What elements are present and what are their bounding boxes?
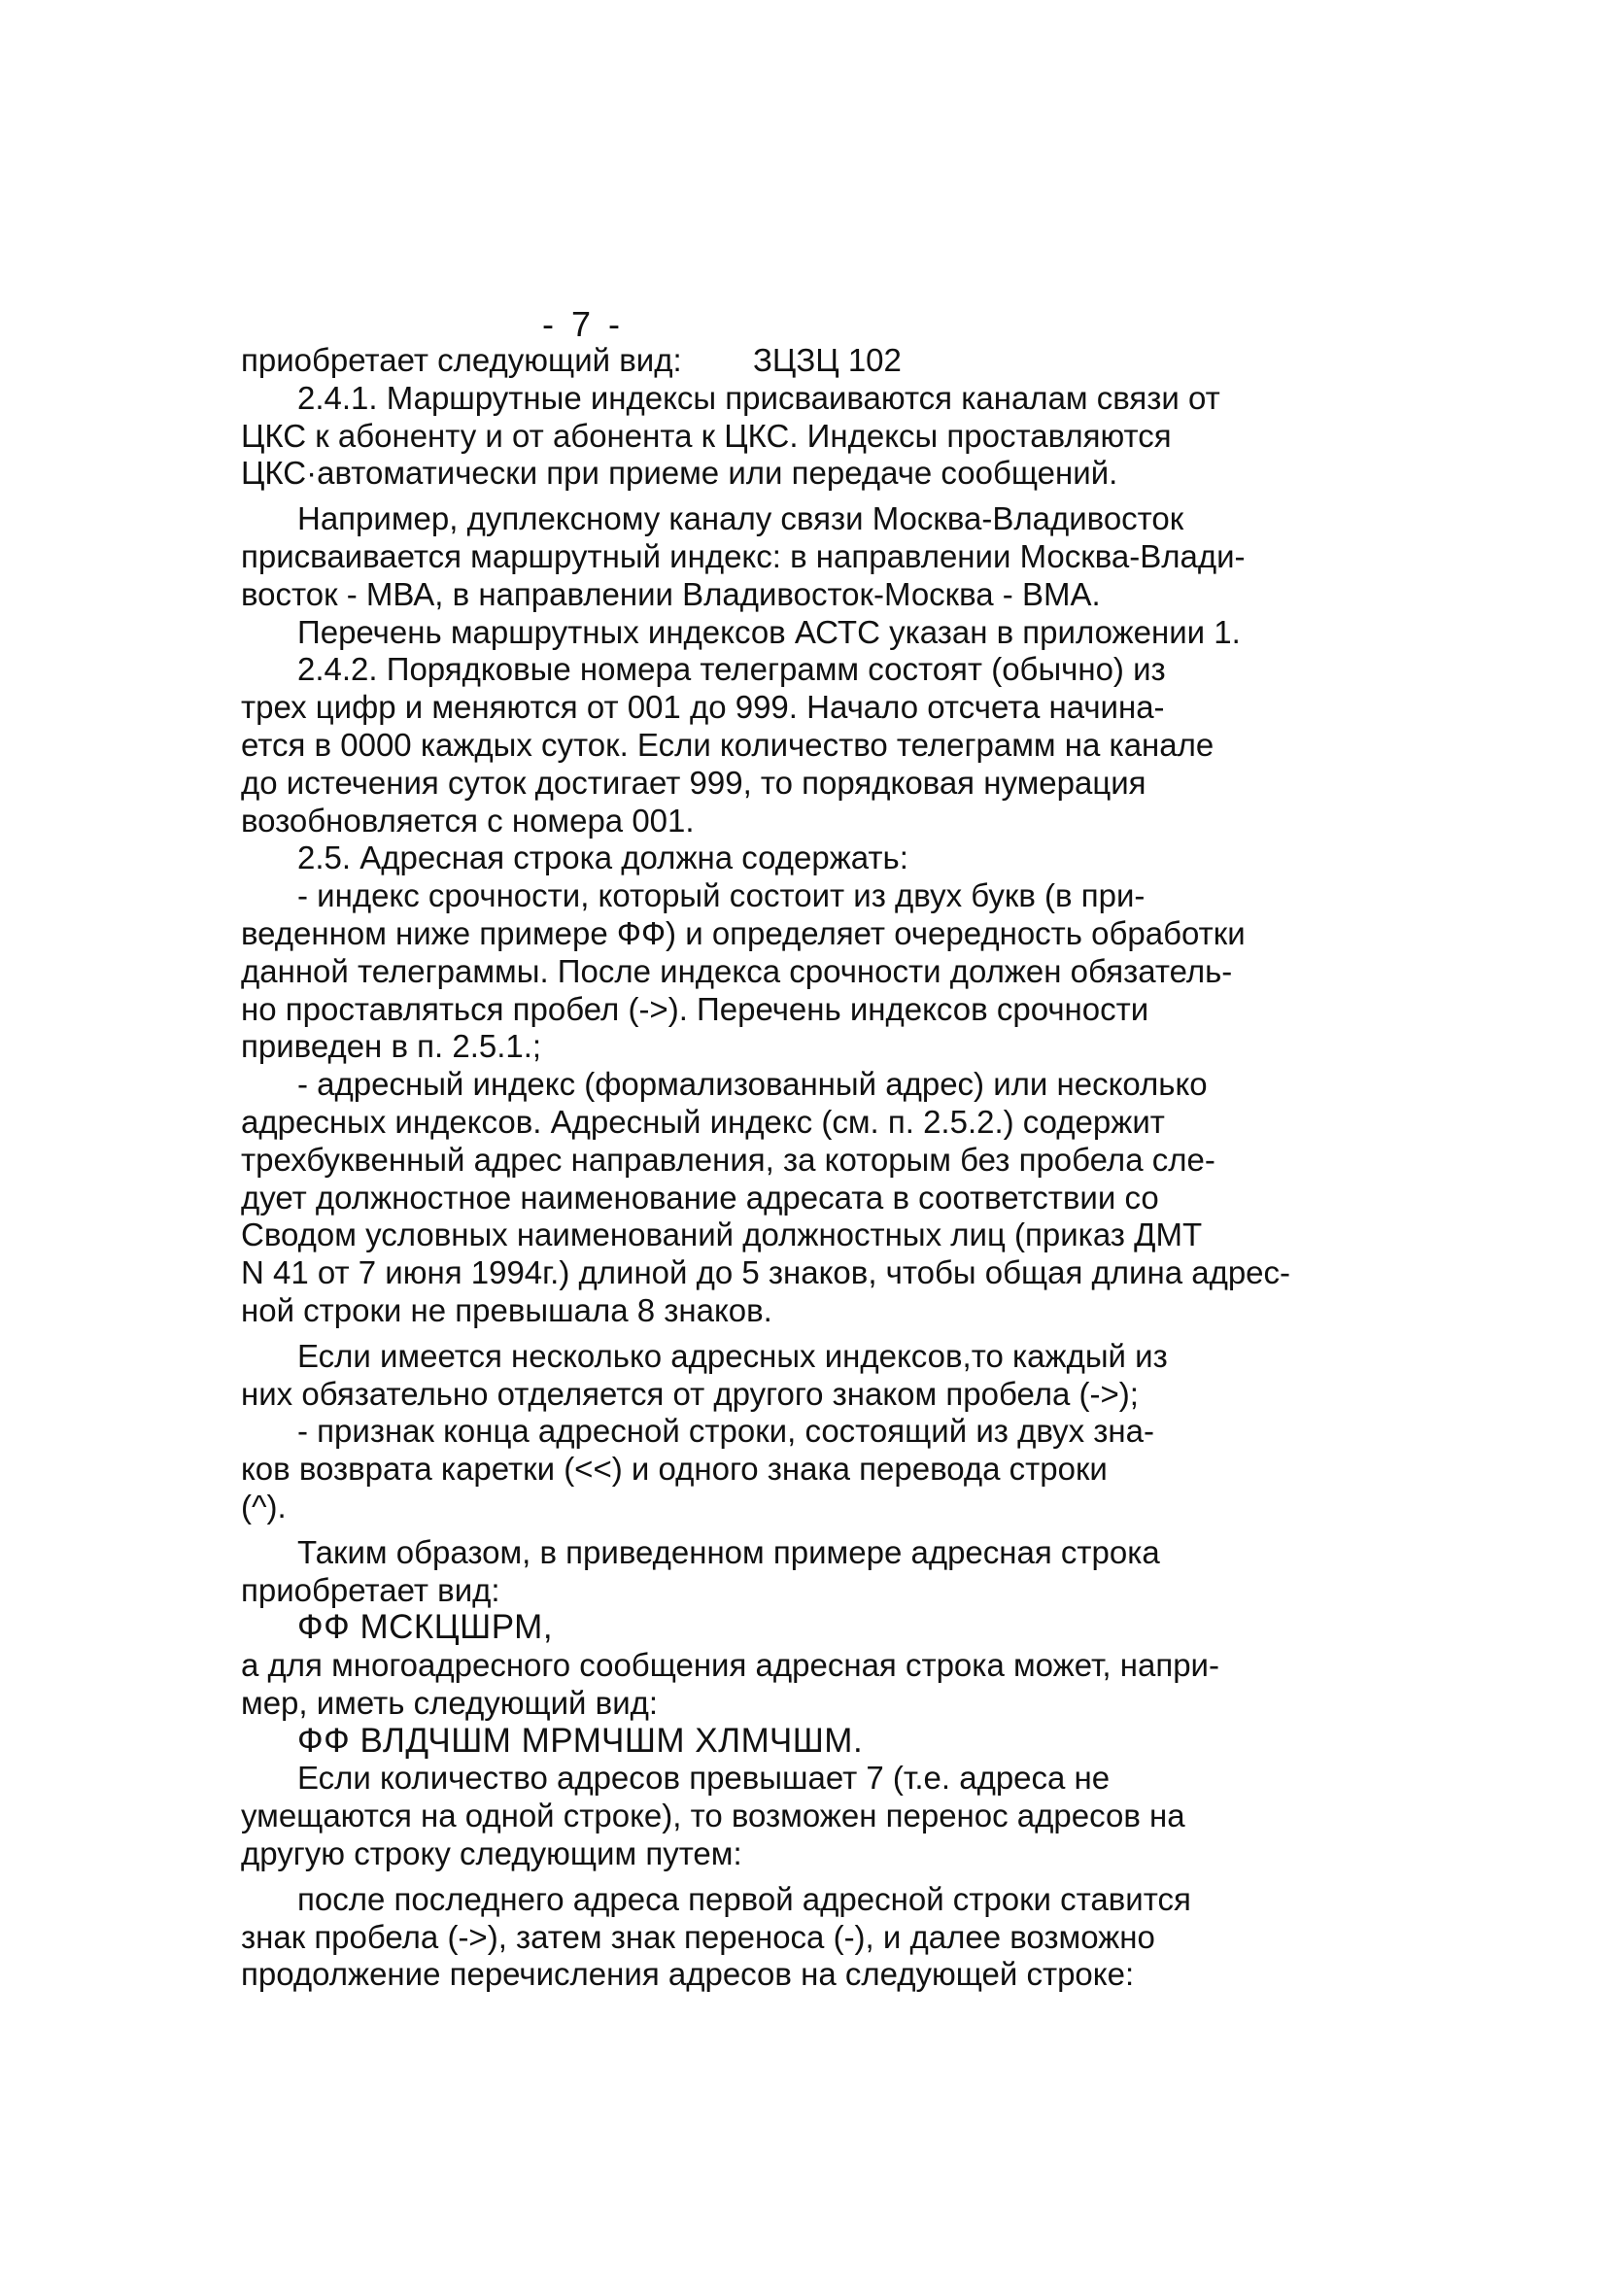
text-line: присваивается маршрутный индекс: в направлении Москва-Влади- (241, 537, 1246, 574)
text-line: ется в 0000 каждых суток. Если количество телеграмм на канале (241, 726, 1215, 763)
page-number: - 7 - (541, 304, 624, 344)
text-line: продолжение перечисления адресов на следующей строке: (241, 1956, 1135, 1993)
text-line: - признак конца адресной строки, состоящий из двух зна- (297, 1413, 1154, 1450)
text-line: трех цифр и меняются от 001 до 999. Начало отсчета начина- (241, 689, 1165, 726)
text-line: умещаются на одной строке), то возможен перенос адресов на (241, 1798, 1185, 1834)
text-line: Если имеется несколько адресных индексов,то каждый из (297, 1337, 1168, 1374)
text-line: возобновляется с номера 001. (241, 802, 695, 839)
text-line: ной строки не превышала 8 знаков. (241, 1291, 772, 1328)
text-line: дует должностное наименование адресата в соответствии со (241, 1179, 1159, 1216)
text-line: но проставляться пробел (->). Перечень индексов срочности (241, 990, 1149, 1027)
text-line: веденном ниже примере ФФ) и определяет очередность обработки (241, 914, 1246, 951)
text-line: Перечень маршрутных индексов АСТС указан в приложении 1. (297, 613, 1241, 650)
text-line: восток - МВА, в направлении Владивосток-Москва - ВМА. (241, 575, 1101, 612)
text-line: них обязательно отделяется от другого знаком пробела (->); (241, 1375, 1139, 1412)
text-line: ков возврата каретки (<<) и одного знака перевода строки (241, 1451, 1108, 1488)
text-line: 2.5. Адресная строка должна содержать: (297, 840, 908, 876)
text-line: N 41 от 7 июня 1994г.) длиной до 5 знаков, чтобы общая длина адрес- (241, 1254, 1291, 1291)
text-line: 2.4.1. Маршрутные индексы присваиваются каналам связи от (297, 379, 1220, 416)
text-line: другую строку следующим путем: (241, 1835, 742, 1872)
text-line: приведен в п. 2.5.1.; (241, 1028, 542, 1065)
text-line: Таким образом, в приведенном примере адресная строка (297, 1533, 1160, 1570)
text-line: приобретает следующий вид: ЗЦЗЦ 102 (241, 342, 902, 378)
text-line: ЦКС·автоматически при приеме или передаче сообщений. (241, 455, 1118, 492)
text-line: знак пробела (->), затем знак переноса (-), и далее возможно (241, 1918, 1155, 1955)
text-line: Сводом условных наименований должностных лиц (приказ ДМТ (241, 1217, 1203, 1253)
address-line-example: ФФ МСКЦШРМ, (297, 1608, 554, 1647)
text-line: ЦКС к абоненту и от абонента к ЦКС. Индексы проставляются (241, 417, 1172, 454)
text-line: трехбуквенный адрес направления, за которым без пробела сле- (241, 1141, 1215, 1178)
text-line: - адресный индекс (формализованный адрес) или несколько (297, 1066, 1208, 1103)
text-line: а для многоадресного сообщения адресная строка может, напри- (241, 1647, 1219, 1684)
text-line: Например, дуплексному каналу связи Москва-Владивосток (297, 500, 1184, 537)
text-line: после последнего адреса первой адресной строки ставится (297, 1880, 1191, 1917)
text-line: Если количество адресов превышает 7 (т.е. адреса не (297, 1760, 1111, 1797)
text-line: - индекс срочности, который состоит из двух букв (в при- (297, 877, 1146, 914)
text-line: адресных индексов. Адресный индекс (см. п. 2.5.2.) содержит (241, 1103, 1165, 1140)
text-line: приобретает вид: (241, 1571, 500, 1608)
text-line: 2.4.2. Порядковые номера телеграмм состоят (обычно) из (297, 651, 1166, 688)
text-line: мер, иметь следующий вид: (241, 1684, 659, 1721)
text-line: данной телеграммы. После индекса срочности должен обязатель- (241, 952, 1233, 989)
address-line-example: ФФ ВЛДЧШМ МРМЧШМ ХЛМЧШМ. (297, 1721, 864, 1760)
text-line: до истечения суток достигает 999, то порядковая нумерация (241, 764, 1146, 801)
body-text (241, 342, 1387, 1994)
text-line: (^). (241, 1488, 287, 1525)
